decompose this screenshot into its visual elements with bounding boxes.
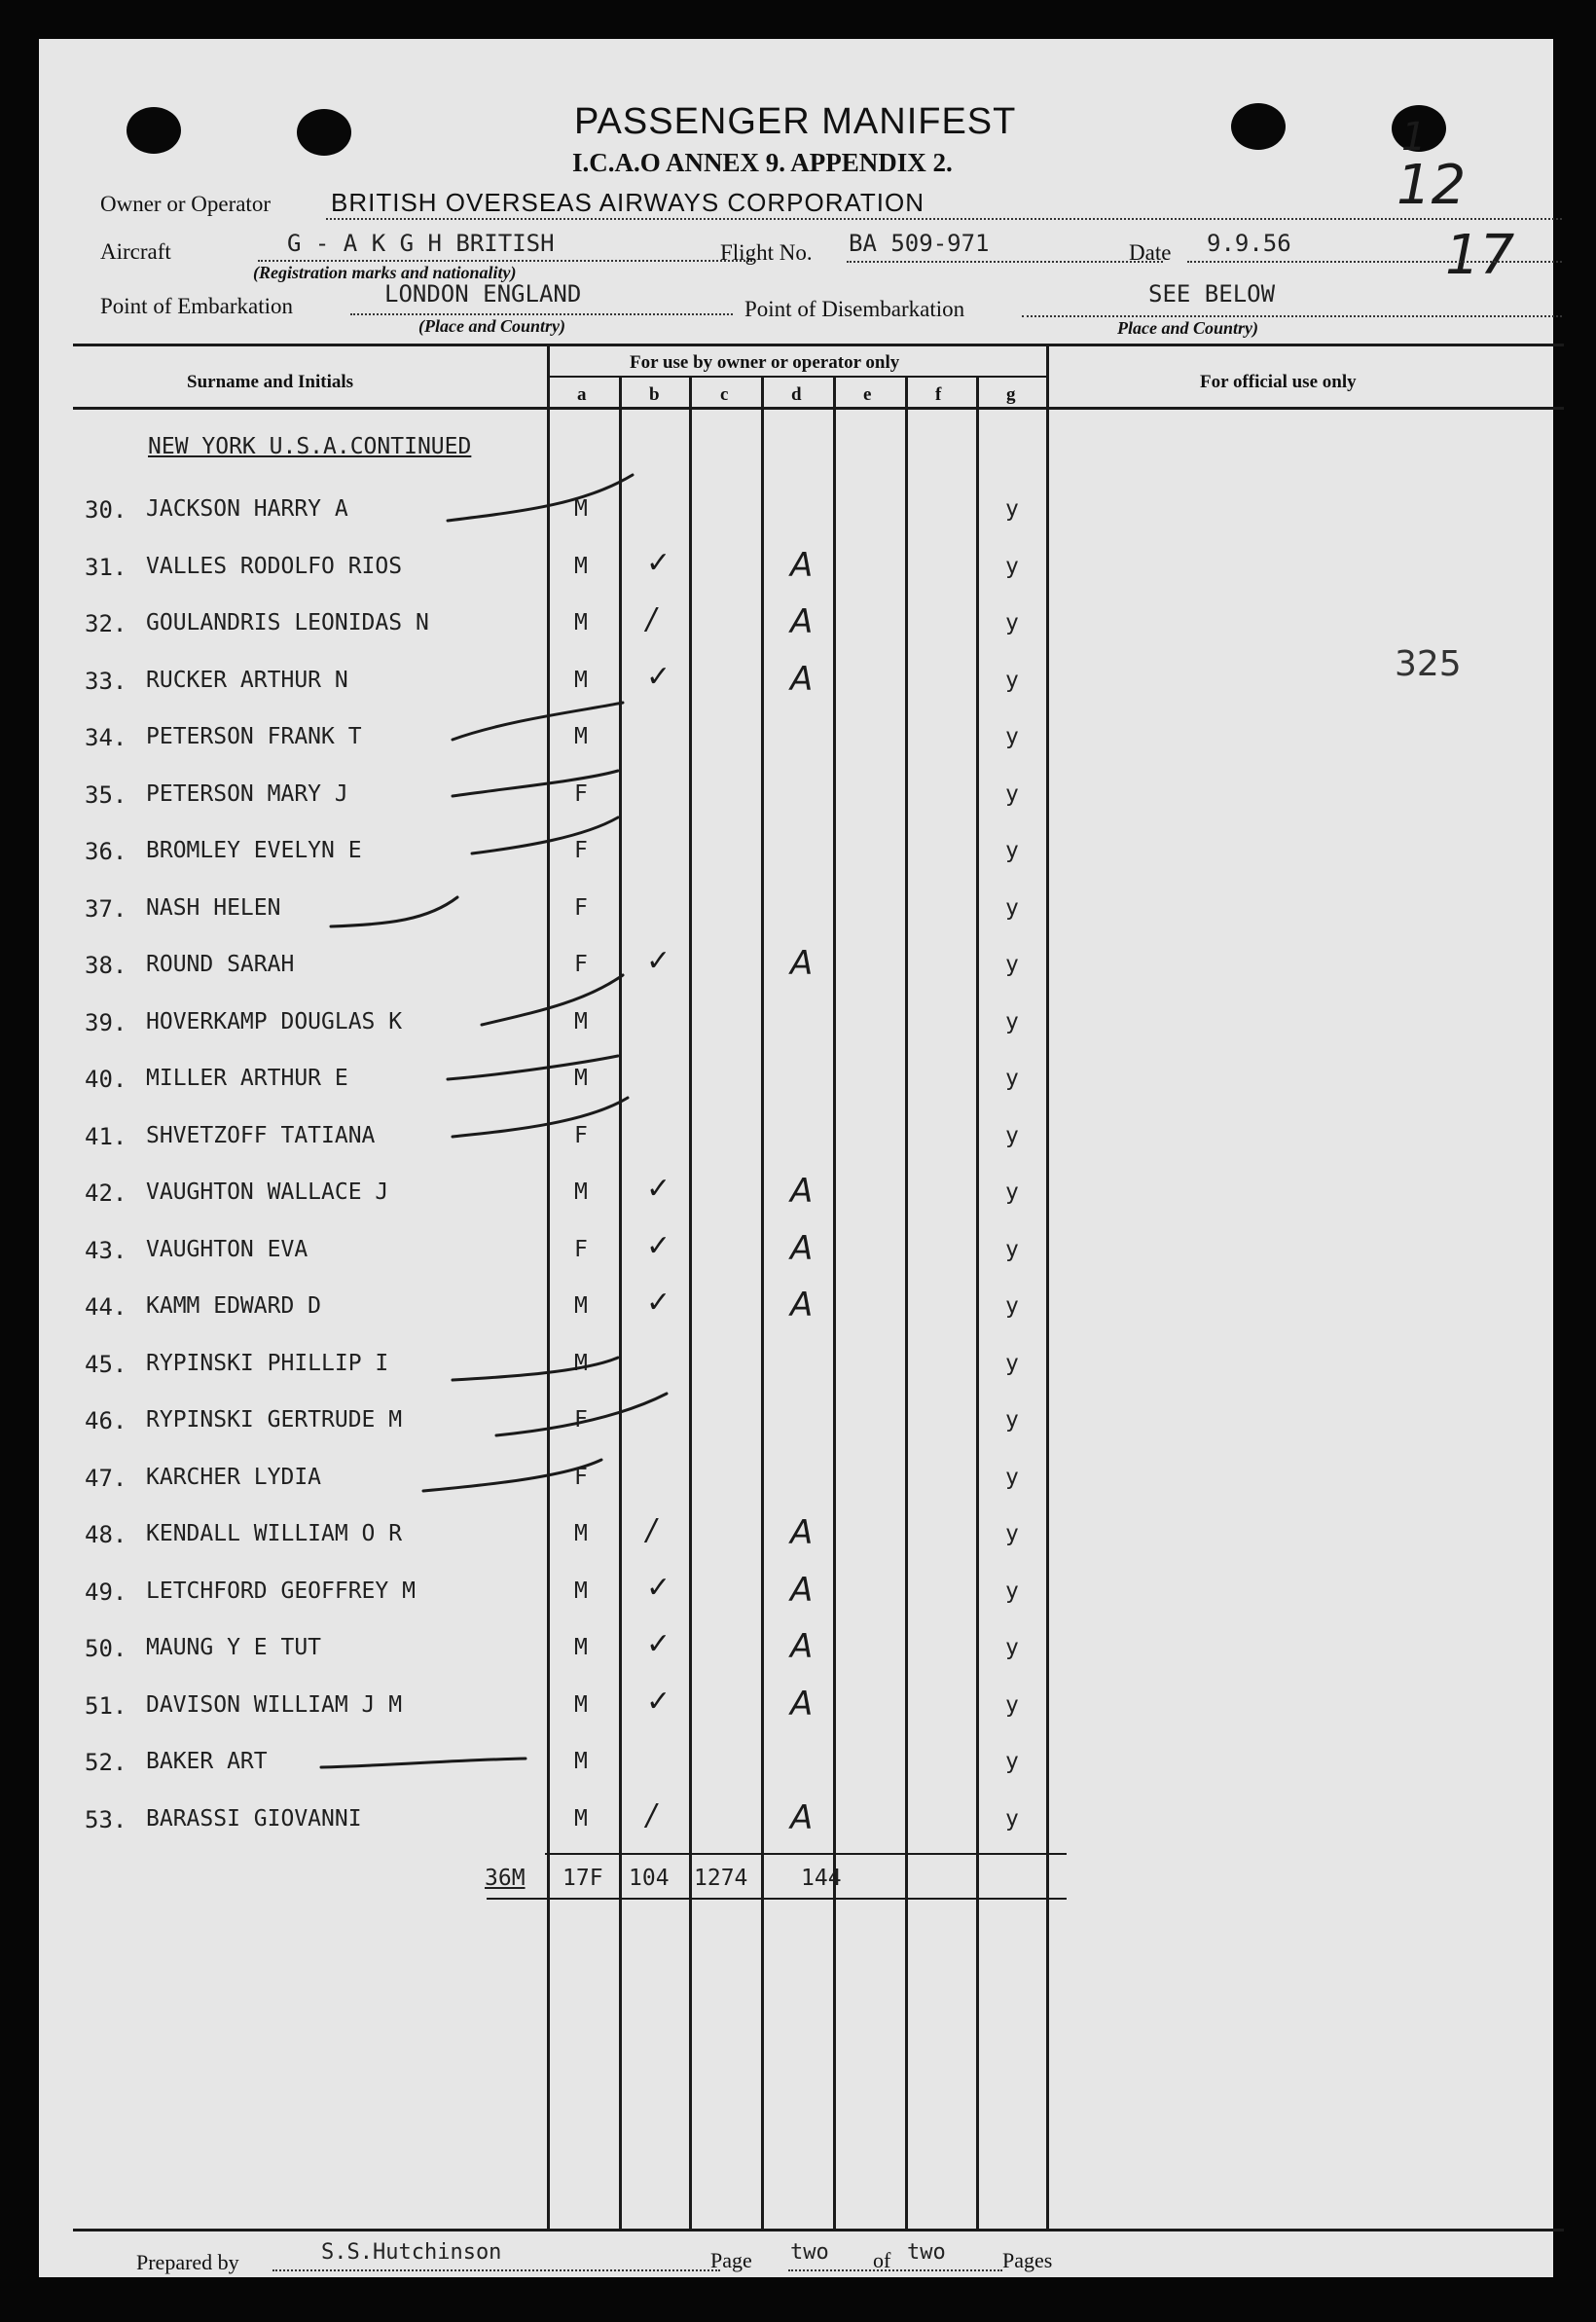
date-value: 9.9.56 [1207, 230, 1291, 257]
col-d-mark: A [790, 1513, 814, 1552]
col-g-mark: y [1005, 895, 1019, 921]
col-d-mark: A [790, 1286, 814, 1324]
sex-code: F [574, 1123, 588, 1148]
col-g-mark: y [1005, 1123, 1019, 1148]
row-number: 42. [85, 1179, 127, 1207]
official-note: 325 [1395, 644, 1462, 684]
row-number: 40. [85, 1066, 127, 1093]
col-b-mark: ✓ [646, 1172, 671, 1206]
row-number: 45. [85, 1351, 127, 1378]
row-number: 32. [85, 610, 127, 637]
sex-code: M [574, 1009, 588, 1034]
sub-col-g: g [1006, 384, 1016, 405]
col-b-mark: ✓ [646, 944, 671, 978]
passenger-name: PETERSON FRANK T [146, 724, 362, 749]
sex-code: F [574, 895, 588, 921]
col-g-mark: y [1005, 1521, 1019, 1546]
passenger-name: SHVETZOFF TATIANA [146, 1123, 376, 1148]
sub-col-e: e [863, 384, 872, 405]
passenger-name: HOVERKAMP DOUGLAS K [146, 1009, 403, 1034]
col-g-mark: y [1005, 1578, 1019, 1604]
sex-code: M [574, 1521, 588, 1546]
sex-code: M [574, 1749, 588, 1774]
totals-col-c: 1274 [694, 1866, 748, 1891]
col-g-mark: y [1005, 838, 1019, 863]
section-title: NEW YORK U.S.A.CONTINUED [148, 434, 472, 459]
col-g-mark: y [1005, 610, 1019, 635]
sex-code: M [574, 668, 588, 693]
prepared-value: S.S.Hutchinson [321, 2240, 502, 2265]
row-number: 30. [85, 496, 127, 524]
passenger-name: BAKER ART [146, 1749, 268, 1774]
col-header-owner: For use by owner or operator only [630, 352, 900, 373]
totals-col-b: 104 [629, 1866, 670, 1891]
date-label: Date [1129, 240, 1172, 265]
col-d-mark: A [790, 1571, 814, 1610]
sex-code: M [574, 496, 588, 522]
col-d-mark: A [790, 546, 814, 585]
passenger-name: JACKSON HARRY A [146, 496, 348, 522]
passenger-name: ROUND SARAH [146, 952, 295, 977]
sex-code: F [574, 1407, 588, 1433]
sub-col-a: a [577, 384, 587, 405]
col-b-mark: ✓ [646, 1286, 671, 1320]
corner-note-3: 17 [1445, 224, 1515, 287]
col-b-mark: ✓ [646, 660, 671, 694]
embark-caption: (Place and Country) [418, 316, 565, 336]
col-g-mark: y [1005, 952, 1019, 977]
page-title: PASSENGER MANIFEST [574, 101, 1017, 142]
sex-code: M [574, 1179, 588, 1205]
row-number: 38. [85, 952, 127, 979]
sex-code: M [574, 1635, 588, 1660]
passenger-name: VAUGHTON WALLACE J [146, 1179, 389, 1205]
col-g-mark: y [1005, 1806, 1019, 1832]
passenger-name: RUCKER ARTHUR N [146, 668, 348, 693]
col-g-mark: y [1005, 1179, 1019, 1205]
passenger-name: RYPINSKI GERTRUDE M [146, 1407, 403, 1433]
col-d-mark: A [790, 602, 814, 641]
sub-col-c: c [720, 384, 729, 405]
sex-code: M [574, 1351, 588, 1376]
col-b-mark: ✓ [646, 1571, 671, 1605]
sex-code: M [574, 1066, 588, 1091]
row-number: 50. [85, 1635, 127, 1662]
disembark-caption: Place and Country) [1117, 318, 1259, 338]
totals-male: 36M [485, 1866, 526, 1891]
row-number: 39. [85, 1009, 127, 1036]
passenger-name: LETCHFORD GEOFFREY M [146, 1578, 416, 1604]
col-g-mark: y [1005, 1009, 1019, 1034]
col-d-mark: A [790, 1627, 814, 1666]
row-number: 41. [85, 1123, 127, 1150]
of-value: two [907, 2240, 946, 2265]
passenger-name: KARCHER LYDIA [146, 1465, 322, 1490]
sex-code: M [574, 1692, 588, 1718]
row-number: 48. [85, 1521, 127, 1548]
passenger-name: MAUNG Y E TUT [146, 1635, 322, 1660]
flight-label: Flight No. [720, 240, 813, 265]
col-g-mark: y [1005, 1635, 1019, 1660]
col-g-mark: y [1005, 1293, 1019, 1319]
row-number: 35. [85, 781, 127, 809]
col-b-mark: ✓ [646, 1229, 671, 1263]
col-d-mark: A [790, 1798, 814, 1837]
col-g-mark: y [1005, 1066, 1019, 1091]
col-g-mark: y [1005, 1237, 1019, 1262]
aircraft-caption: (Registration marks and nationality) [253, 263, 517, 282]
passenger-name: KENDALL WILLIAM O R [146, 1521, 403, 1546]
col-b-mark: ✓ [646, 1685, 671, 1719]
passenger-name: KAMM EDWARD D [146, 1293, 322, 1319]
sex-code: M [574, 1293, 588, 1319]
aircraft-value: G - A K G H BRITISH [287, 230, 555, 257]
owner-label: Owner or Operator [100, 192, 271, 216]
col-d-mark: A [790, 1685, 814, 1723]
manifest-sheet [39, 39, 1553, 2277]
passenger-name: BARASSI GIOVANNI [146, 1806, 362, 1832]
aircraft-label: Aircraft [100, 239, 171, 264]
prepared-label: Prepared by [136, 2250, 239, 2274]
row-number: 49. [85, 1578, 127, 1606]
page-label: Page [710, 2248, 752, 2272]
disembark-value: SEE BELOW [1148, 280, 1276, 308]
passenger-name: BROMLEY EVELYN E [146, 838, 362, 863]
row-number: 43. [85, 1237, 127, 1264]
passenger-name: NASH HELEN [146, 895, 281, 921]
embark-value: LONDON ENGLAND [384, 280, 582, 308]
pen-strokes [39, 39, 1553, 2277]
sex-code: F [574, 1465, 588, 1490]
passenger-name: RYPINSKI PHILLIP I [146, 1351, 389, 1376]
passenger-name: PETERSON MARY J [146, 781, 348, 807]
totals-col-d: 144 [801, 1866, 842, 1891]
col-g-mark: y [1005, 554, 1019, 579]
passenger-name: VAUGHTON EVA [146, 1237, 308, 1262]
sex-code: F [574, 838, 588, 863]
passenger-name: DAVISON WILLIAM J M [146, 1692, 403, 1718]
passenger-name: GOULANDRIS LEONIDAS N [146, 610, 429, 635]
sex-code: M [574, 610, 588, 635]
sex-code: M [574, 1806, 588, 1832]
sub-col-d: d [791, 384, 802, 405]
col-g-mark: y [1005, 496, 1019, 522]
col-d-mark: A [790, 660, 814, 699]
embark-label: Point of Embarkation [100, 294, 294, 318]
owner-value: BRITISH OVERSEAS AIRWAYS CORPORATION [331, 188, 925, 217]
row-number: 52. [85, 1749, 127, 1776]
row-number: 34. [85, 724, 127, 751]
row-number: 44. [85, 1293, 127, 1321]
col-b-mark: ✓ [646, 546, 671, 580]
col-d-mark: A [790, 1172, 814, 1211]
sex-code: M [574, 1578, 588, 1604]
row-number: 33. [85, 668, 127, 695]
col-g-mark: y [1005, 1465, 1019, 1490]
sub-col-b: b [649, 384, 660, 405]
row-number: 47. [85, 1465, 127, 1492]
sub-col-f: f [935, 384, 942, 405]
col-b-mark: / [646, 1798, 657, 1832]
col-g-mark: y [1005, 668, 1019, 693]
disembark-label: Point of Disembarkation [744, 297, 965, 321]
sex-code: F [574, 952, 588, 977]
of-label: of [873, 2248, 891, 2272]
sex-code: M [574, 554, 588, 579]
col-d-mark: A [790, 944, 814, 983]
col-header-official: For official use only [1200, 372, 1357, 392]
sex-code: F [574, 781, 588, 807]
sex-code: M [574, 724, 588, 749]
col-g-mark: y [1005, 1749, 1019, 1774]
row-number: 53. [85, 1806, 127, 1833]
page-value: two [790, 2240, 829, 2265]
col-g-mark: y [1005, 1351, 1019, 1376]
sex-code: F [574, 1237, 588, 1262]
passenger-name: MILLER ARTHUR E [146, 1066, 348, 1091]
row-number: 37. [85, 895, 127, 923]
row-number: 51. [85, 1692, 127, 1720]
totals-col-a: 17F [562, 1866, 603, 1891]
page-subtitle: I.C.A.O ANNEX 9. APPENDIX 2. [572, 148, 953, 177]
col-d-mark: A [790, 1229, 814, 1268]
col-g-mark: y [1005, 724, 1019, 749]
row-number: 46. [85, 1407, 127, 1434]
row-number: 31. [85, 554, 127, 581]
corner-note-1: 1 [1401, 115, 1427, 160]
passenger-name: VALLES RODOLFO RIOS [146, 554, 403, 579]
col-b-mark: / [646, 1513, 657, 1547]
col-g-mark: y [1005, 1692, 1019, 1718]
col-b-mark: ✓ [646, 1627, 671, 1661]
row-number: 36. [85, 838, 127, 865]
corner-note-2: 12 [1396, 154, 1467, 217]
col-g-mark: y [1005, 781, 1019, 807]
pages-label: Pages [1002, 2248, 1053, 2272]
col-g-mark: y [1005, 1407, 1019, 1433]
col-header-name: Surname and Initials [187, 372, 354, 392]
flight-value: BA 509-971 [849, 230, 990, 257]
col-b-mark: / [646, 602, 657, 636]
